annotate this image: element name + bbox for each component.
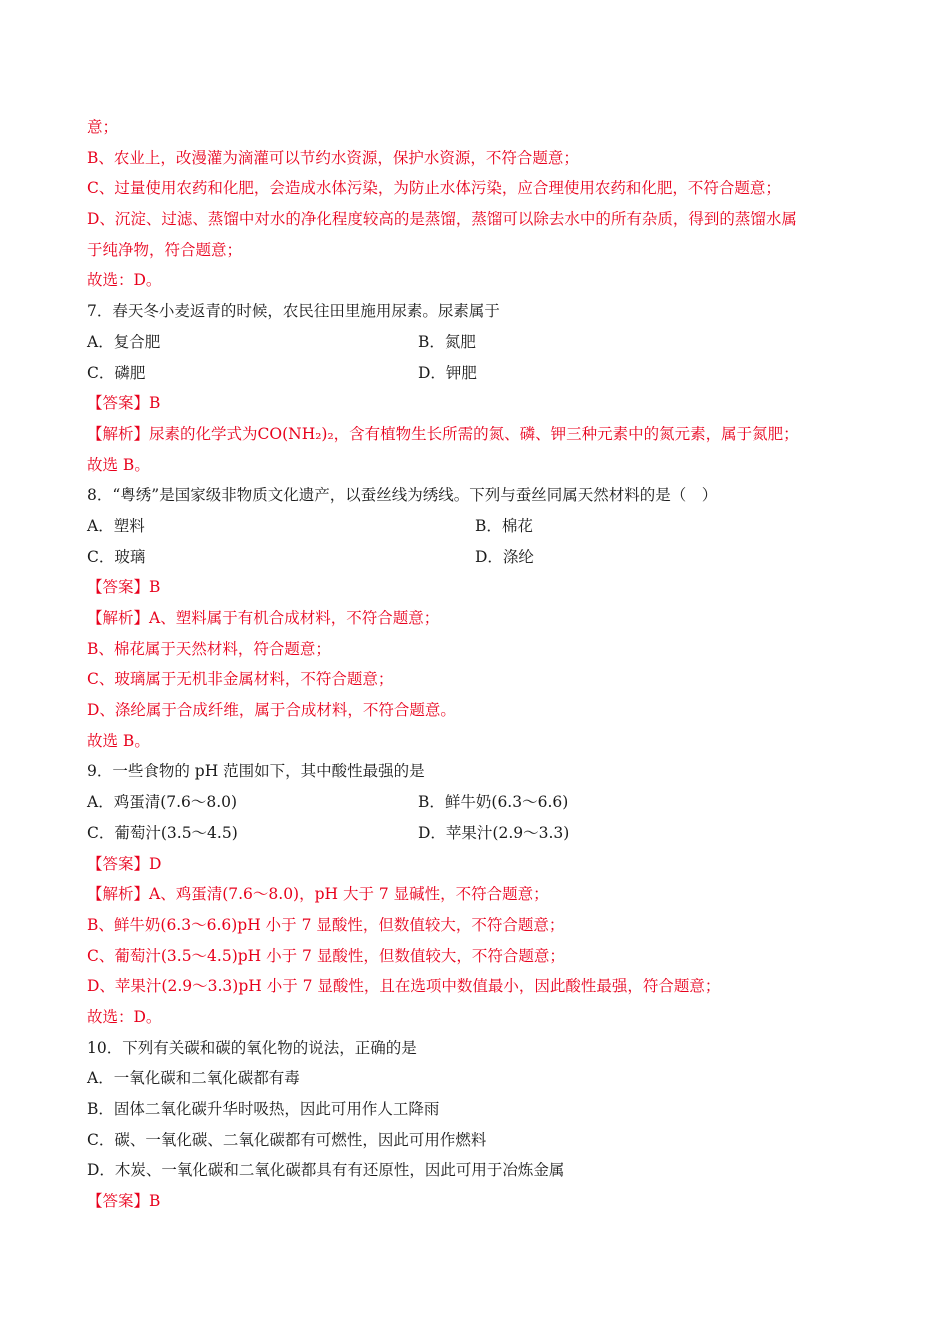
question-9-options-row-2 [87, 818, 867, 849]
answer-tag: 【答案】 [87, 394, 150, 413]
analysis-line: B、鲜牛奶(6.3～6.6)pH 小于 7 显酸性，但数值较大，不符合题意； [87, 915, 565, 934]
question-7-stem: 7．春天冬小麦返青的时候，农民往田里施用尿素。尿素属于 [87, 302, 500, 321]
option-c: C．玻璃 [87, 547, 146, 566]
option-b: B．氮肥 [418, 332, 476, 351]
analysis-text: A、鸡蛋清(7.6～8.0)，pH 大于 7 显碱性，不符合题意； [149, 885, 549, 904]
option-c: C．葡萄汁(3.5～4.5) [87, 823, 238, 842]
option-a: A．塑料 [87, 516, 145, 535]
analysis-line: C、过量使用农药和化肥，会造成水体污染，为防止水体污染，应合理使用农药和化肥，不符合题意； [87, 179, 781, 198]
option-c: C．碳、一氧化碳、二氧化碳都有可燃性，因此可用作燃料 [87, 1130, 487, 1149]
document-body [87, 112, 867, 1217]
conclusion-line: 故选：D。 [87, 271, 162, 290]
answer-line [87, 388, 867, 419]
option-d: D．木炭、一氧化碳和二氧化碳都具有有还原性，因此可用于冶炼金属 [87, 1161, 565, 1180]
option-a: A．一氧化碳和二氧化碳都有毒 [87, 1069, 300, 1088]
analysis-line [87, 879, 867, 910]
analysis-line: 于纯净物，符合题意； [87, 240, 243, 259]
answer-tag: 【答案】 [87, 854, 150, 873]
answer-value: B [149, 394, 161, 413]
analysis-line: C、玻璃属于无机非金属材料，不符合题意； [87, 670, 394, 689]
option-b: B．固体二氧化碳升华时吸热，因此可用作人工降雨 [87, 1100, 440, 1118]
analysis-line [87, 419, 867, 450]
answer-value: B [149, 578, 161, 597]
question-8-options-row-1 [87, 511, 867, 542]
option-d: D．钾肥 [418, 363, 477, 382]
question-8-stem: 8．“粤绣”是国家级非物质文化遗产，以蚕丝线为绣线。下列与蚕丝同属天然材料的是（ ） [87, 486, 718, 505]
analysis-tag: 【解析】 [87, 424, 150, 443]
analysis-line: D、苹果汁(2.9～3.3)pH 小于 7 显酸性，且在选项中数值最小，因此酸性最强，符合题意； [87, 977, 721, 996]
answer-line [87, 1186, 867, 1217]
option-d: D．苹果汁(2.9～3.3) [418, 823, 570, 842]
option-c: C．磷肥 [87, 363, 146, 382]
conclusion-line: 故选 B。 [87, 731, 150, 750]
answer-value: B [149, 1192, 161, 1211]
question-9-options-row-1 [87, 787, 867, 818]
answer-tag: 【答案】 [87, 1192, 150, 1211]
answer-line [87, 572, 867, 603]
question-8-options-row-2 [87, 542, 867, 573]
analysis-line: C、葡萄汁(3.5～4.5)pH 小于 7 显酸性，但数值较大，不符合题意； [87, 946, 565, 965]
analysis-text: 尿素的化学式为CO(NH₂)₂，含有植物生长所需的氮、磷、钾三种元素中的氮元素，属于氮肥； [149, 424, 799, 443]
analysis-line: B、农业上，改漫灌为滴灌可以节约水资源，保护水资源，不符合题意； [87, 148, 579, 167]
analysis-line: B、棉花属于天然材料，符合题意； [87, 639, 331, 658]
analysis-line: 意； [87, 118, 119, 136]
conclusion-line: 故选 B。 [87, 455, 150, 474]
answer-line [87, 849, 867, 880]
question-7-options-row-2 [87, 358, 867, 389]
analysis-line: D、涤纶属于合成纤维，属于合成材料，不符合题意。 [87, 701, 456, 720]
analysis-line: D、沉淀、过滤、蒸馏中对水的净化程度较高的是蒸馏，蒸馏可以除去水中的所有杂质，得到的蒸馏水属 [87, 210, 797, 229]
answer-value: D [149, 854, 162, 873]
question-7-options-row-1 [87, 327, 867, 358]
analysis-text: A、塑料属于有机合成材料，不符合题意； [149, 609, 440, 627]
option-b: B．棉花 [475, 516, 533, 535]
analysis-tag: 【解析】 [87, 609, 150, 627]
answer-tag: 【答案】 [87, 578, 150, 597]
conclusion-line: 故选：D。 [87, 1007, 162, 1026]
analysis-line [87, 603, 867, 634]
question-10-stem: 10．下列有关碳和碳的氧化物的说法，正确的是 [87, 1038, 417, 1057]
option-a: A．复合肥 [87, 332, 161, 351]
analysis-tag: 【解析】 [87, 885, 150, 904]
option-a: A．鸡蛋清(7.6～8.0) [87, 793, 238, 812]
question-9-stem: 9．一些食物的 pH 范围如下，其中酸性最强的是 [87, 762, 425, 781]
option-d: D．涤纶 [475, 547, 534, 566]
option-b: B．鲜牛奶(6.3～6.6) [418, 793, 569, 812]
